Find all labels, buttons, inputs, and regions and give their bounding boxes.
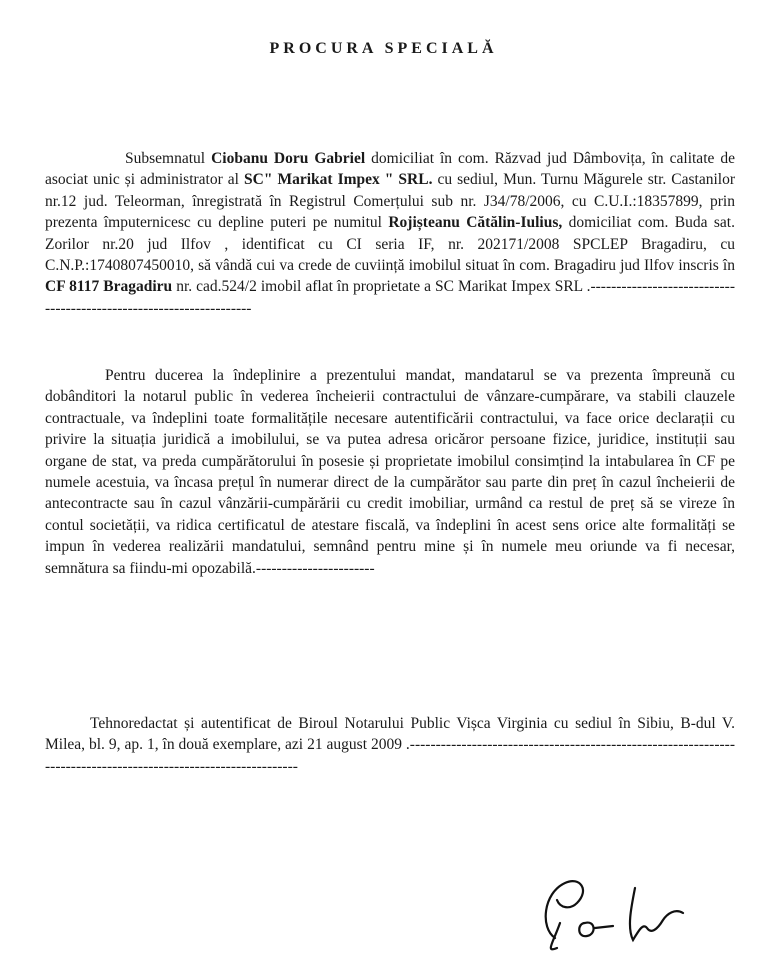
text-segment: nr. cad.524/2 imobil aflat în proprietate a SC Marikat Impex SRL .-------------------------------------------------------------------- xyxy=(45,278,735,317)
handwritten-signature-icon xyxy=(535,868,715,958)
mandatary-name: Rojișteanu Cătălin-Iulius, xyxy=(388,214,563,232)
text-segment: cu sediul, Mun. Turnu Măgurele str. Castanilor nr.12 jud. Teleorman, înregistrată în Registrul Comerțului sub nr. J34/78/2006, cu C.U.I.:18357899, prin prezenta împuternicesc cu depline puteri pe numitul xyxy=(45,171,735,232)
principal-name: Ciobanu Doru Gabriel xyxy=(211,150,366,167)
document-title: PROCURA SPECIALĂ xyxy=(269,40,498,57)
paragraph-mandate-grant xyxy=(45,148,735,319)
land-registry-ref: CF 8117 Bragadiru xyxy=(45,278,173,296)
paragraph-notary-authentication: Tehnoredactat și autentificat de Biroul Notarului Public Vișca Virginia cu sediul în Sibiu, B-dul V. Milea, bl. 9, ap. 1, în două exemplare, azi 21 august 2009 .---------------------------------------------------------------------------------------------------------------- xyxy=(45,715,735,775)
text-segment: domiciliat în com. Răzvad jud Dâmbovița, în calitate de asociat unic și administrator al xyxy=(45,150,735,189)
text-segment: domiciliat com. Buda sat. Zorilor nr.20 jud Ilfov , identificat cu CI seria IF, nr. 202171/2008 SPCLEP Bragadiru, cu C.N.P.:1740807450010, să vândă cui va crede de cuviință imobilul situat în com. Bragadiru jud Ilfov inscris în xyxy=(45,214,735,275)
text-segment: Subsemnatul xyxy=(125,150,212,167)
paragraph-mandate-powers: Pentru ducerea la îndeplinire a prezentului mandat, mandatarul se va prezenta împreună cu dobânditori la notarul public în vederea încheierii contractului de vânzare-cumpărare, va stabili clauzele contractuale, va îndeplini toate formalitățile necesare autentificării contractului, va face orice declarații cu privire la situația juridică a imobilului, se va putea adresa oricăror persoane fizice, juridice, instituții sau organe de stat, va preda cumpărătorului în posesie și proprietate imobilul consimțind la intabularea în CF pe numele acestuia, va încasa prețul în numerar direct de la cumpărător sau parte din preț în cazul încheierii de antecontracte sau în cazul vânzării-cumpărării cu credit imobiliar, urmând ca restul de preț să se vireze în contul societății, va ridica certificatul de atestare fiscală, va îndeplini în acest sens orice alte formalități se impun în vederea realizării mandatului, semnând pentru mine și în numele meu oriunde va fi necesar, semnătura sa fiindu-mi opozabilă.----------------------- xyxy=(45,367,735,577)
company-name: SC" Marikat Impex " SRL. xyxy=(244,171,433,189)
